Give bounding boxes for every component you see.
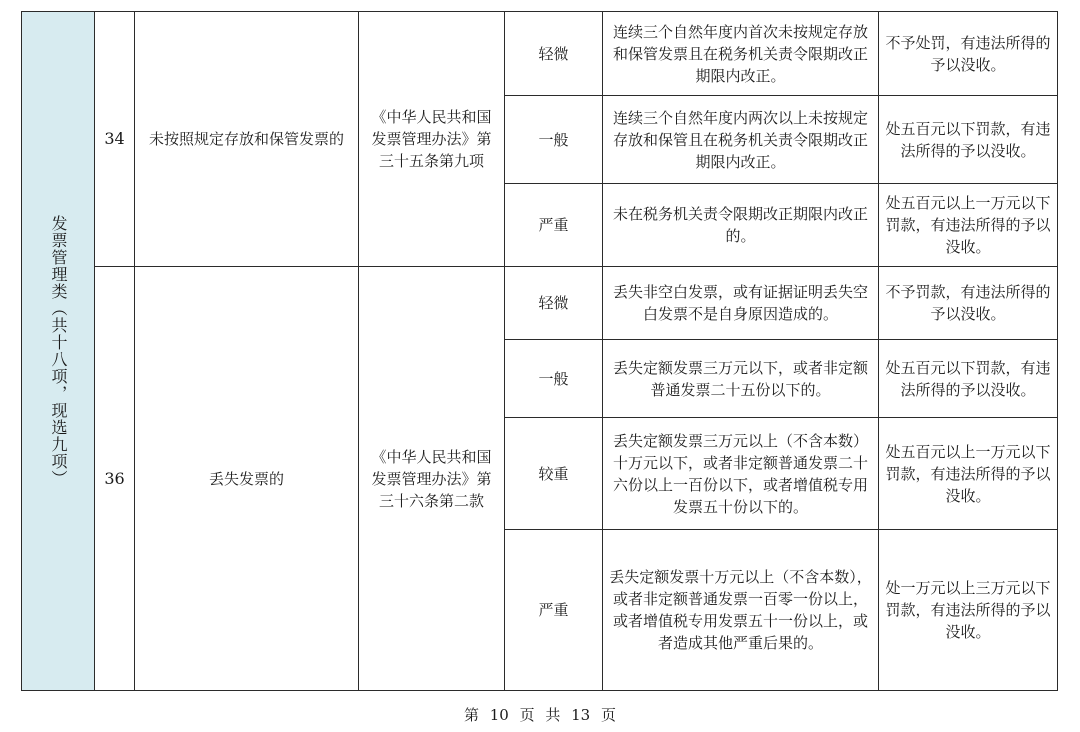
situation-cell: 丢失定额发票三万元以上（不含本数）十万元以下，或者非定额普通发票二十六份以上一百份以下，或者增值税专用发票五十份以下的。 <box>603 418 879 530</box>
penalty-cell: 处五百元以上一万元以下罚款，有违法所得的予以没收。 <box>879 184 1058 267</box>
penalty-cell: 处五百元以下罚款，有违法所得的予以没收。 <box>879 340 1058 418</box>
legal-basis-cell: 《中华人民共和国发票管理办法》第三十五条第九项 <box>359 12 505 267</box>
severity-cell: 较重 <box>505 418 603 530</box>
violation-cell: 丢失发票的 <box>135 267 359 691</box>
penalty-cell: 不予罚款，有违法所得的予以没收。 <box>879 267 1058 340</box>
severity-cell: 轻微 <box>505 12 603 96</box>
table-row <box>22 267 1058 340</box>
severity-cell: 严重 <box>505 184 603 267</box>
situation-cell: 丢失定额发票三万元以下，或者非定额普通发票二十五份以下的。 <box>603 340 879 418</box>
situation-cell: 丢失定额发票十万元以上（不含本数），或者非定额普通发票一百零一份以上，或者增值税专用发票五十一份以上，或者造成其他严重后果的。 <box>603 530 879 691</box>
table-row <box>22 12 1058 96</box>
situation-cell: 连续三个自然年度内首次未按规定存放和保管发票且在税务机关责令限期改正期限内改正。 <box>603 12 879 96</box>
situation-cell: 丢失非空白发票，或有证据证明丢失空白发票不是自身原因造成的。 <box>603 267 879 340</box>
item-number: 34 <box>95 12 135 267</box>
severity-cell: 轻微 <box>505 267 603 340</box>
penalty-table <box>21 11 1058 691</box>
severity-cell: 一般 <box>505 340 603 418</box>
penalty-table-page <box>21 11 1057 690</box>
category-label: 发票管理类（共十八项，现选九项） <box>49 215 68 487</box>
category-cell <box>22 12 95 691</box>
situation-cell: 连续三个自然年度内两次以上未按规定存放和保管且在税务机关责令限期改正期限内改正。 <box>603 96 879 184</box>
penalty-cell: 处一万元以上三万元以下罚款，有违法所得的予以没收。 <box>879 530 1058 691</box>
situation-cell: 未在税务机关责令限期改正期限内改正的。 <box>603 184 879 267</box>
item-number: 36 <box>95 267 135 691</box>
penalty-cell: 处五百元以下罚款，有违法所得的予以没收。 <box>879 96 1058 184</box>
legal-basis-cell: 《中华人民共和国发票管理办法》第三十六条第二款 <box>359 267 505 691</box>
severity-cell: 严重 <box>505 530 603 691</box>
penalty-cell: 不予处罚，有违法所得的予以没收。 <box>879 12 1058 96</box>
penalty-cell: 处五百元以上一万元以下罚款，有违法所得的予以没收。 <box>879 418 1058 530</box>
page-footer: 第 10 页 共 13 页 <box>463 706 616 724</box>
severity-cell: 一般 <box>505 96 603 184</box>
violation-cell: 未按照规定存放和保管发票的 <box>135 12 359 267</box>
